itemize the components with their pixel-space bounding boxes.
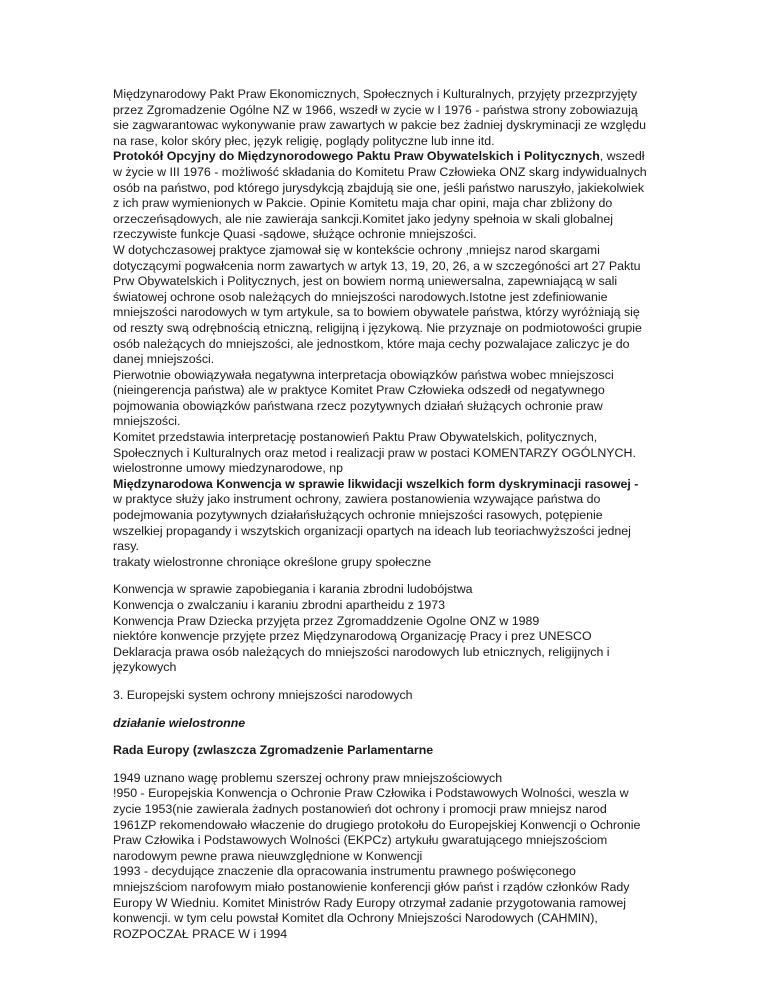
- body-text: Deklaracja prawa osób należących do mniejszości narodowych lub etnicznych, religijnych i: [113, 644, 610, 659]
- body-text: Komitet przedstawia interpretację postanowień Paktu Praw Obywatelskich, politycznych,: [113, 430, 598, 445]
- blank-line: [113, 731, 643, 743]
- body-text: (nieingerencja państwa) ale w praktyce Komitet Praw Człowieka odszedł od negatywnego: [113, 383, 605, 398]
- blank-line: [113, 704, 643, 716]
- body-text: Praw Człowika i Podstawowych Wolności (EKPCz) artykułu gwaratującego mniejszościom: [113, 833, 608, 848]
- blank-line: [113, 570, 643, 582]
- text-line: [113, 927, 643, 943]
- body-text: pojmowania obowiązków państwana rzecz pozytywnych działań służących ochronie praw: [113, 398, 603, 413]
- body-text: sie zagwarantowac wykonywanie praw zawartych w pakcie bez żadniej dyskryminacji ze względu: [113, 118, 647, 133]
- text-line: [113, 629, 643, 645]
- document-page: [113, 87, 647, 942]
- text-line: [113, 430, 643, 446]
- text-line: [113, 305, 643, 321]
- text-line: [113, 414, 643, 430]
- text-line: [113, 352, 643, 368]
- body-text: Prw Obywatelskich i Politycznych, jest on bowiem normą uniewersalna, zapewniającą w sali: [113, 274, 618, 289]
- text-line: [113, 864, 643, 880]
- text-line: [113, 87, 643, 103]
- heading-text: Rada Europy (zwlaszcza Zgromadzenie Parlamentarne: [113, 743, 434, 758]
- text-line: [113, 227, 643, 243]
- text-line: [113, 743, 643, 759]
- text-line: [113, 118, 647, 134]
- text-line: [113, 911, 643, 927]
- text-line: [113, 181, 643, 197]
- text-line: [113, 771, 643, 787]
- text-line: [113, 321, 643, 337]
- heading-text: Międzynarodowa Konwencja w sprawie likwidacji wszelkich form dyskryminacji rasowej -: [113, 476, 639, 491]
- text-line: [113, 196, 643, 212]
- text-line: [113, 880, 643, 896]
- body-text: !950 - Europejskia Konwencja o Ochronie Praw Człowika i Podstawowych Wolności, weszla w: [113, 786, 629, 801]
- text-line: [113, 399, 643, 415]
- body-text: Międzynarodowy Pakt Praw Ekonomicznych, Społecznych i Kulturalnych, przyjęty przezprzyjęty: [113, 87, 638, 101]
- body-text: Europy W Wiedniu. Komitet Ministrów Rady Europy otrzymał zadanie przygotowania ramowej: [113, 895, 627, 910]
- text-line: [113, 660, 643, 676]
- text-line: [113, 243, 643, 259]
- body-text: na rase, kolor skóry płec, język religię, poglądy polityczne lub inne itd.: [113, 133, 495, 148]
- text-line: [113, 598, 643, 614]
- text-line: [113, 716, 643, 732]
- text-line: [113, 149, 643, 165]
- body-text: światowej ochrone osob należących do mniejszości narodowych.Istotne jest zdefiniowanie: [113, 289, 608, 304]
- body-text: konwencji. w tym celu powstał Komitet dla Ochrony Mniejszości Narodowych (CAHMIN),: [113, 911, 598, 926]
- body-text: 1993 - decydujące znaczenie dla opracowania instrumentu prawnego poświęconego: [113, 864, 576, 879]
- body-text: ROZPOCZAŁ PRACE W i 1994: [113, 926, 288, 941]
- body-text: przez Zgromadzenie Ogólne NZ w 1966, wszedł w zycie w I 1976 - państwa strony zobowiazują: [113, 102, 638, 117]
- text-line: [113, 818, 643, 834]
- body-text: mniejszości.: [113, 414, 181, 429]
- body-text: , wszedł: [599, 149, 645, 164]
- text-line: [113, 524, 643, 540]
- body-text: wszelkiej propagandy i wszytskich organizacji opartych na ideach lub teoriachwyższości jednej: [113, 523, 631, 538]
- text-line: [113, 134, 643, 150]
- body-text: w praktyce służy jako instrument ochrony, zawiera postanowienia wzywające państwa do: [113, 492, 601, 507]
- body-text: z ich praw wymienionych w Pakcie. Opinie Komitetu maja char opini, maja char zbliżony do: [113, 196, 613, 211]
- body-text: językowych: [113, 660, 177, 675]
- body-text: niektóre konwencje przyjęte przez Międzynarodową Organizację Pracy i prez UNESCO: [113, 629, 592, 644]
- body-text: w życie w III 1976 - możliwość składania do Komitetu Praw Człowieka ONZ skarg indywidualnych: [113, 164, 647, 179]
- body-text: mniejszściom narofowym miało postanowienie konferencji głów państ i rządów członków Rady: [113, 879, 630, 894]
- text-line: [113, 849, 643, 865]
- text-line: [113, 337, 643, 353]
- text-line: [113, 259, 643, 275]
- text-line: [113, 164, 647, 181]
- text-line: [113, 368, 643, 384]
- text-line: [113, 477, 643, 493]
- body-text: Konwencja w sprawie zapobiegania i karania zbrodni ludobójstwa: [113, 582, 473, 597]
- body-text: W dotychczasowej praktyce zjamował się w kontekście ochrony ,mniejsz narod skargami: [113, 242, 600, 257]
- body-text: Społecznych i Kulturalnych oraz metod i realizacji praw w postaci KOMENTARZY OGÓLNYCH.: [113, 445, 636, 460]
- body-text: Konwencja Praw Dziecka przyjęta przez Zgromaddzenie Ogolne ONZ w 1989: [113, 613, 540, 628]
- text-line: [113, 446, 643, 462]
- body-text: wielostronne umowy miedzynarodowe, np: [113, 461, 344, 476]
- body-text: od reszty swą odrębnością etniczną, religijną i językową. Nie przyznaje on podmiotowości grupie: [113, 320, 642, 335]
- text-line: [113, 833, 643, 849]
- text-line: [113, 274, 643, 290]
- text-line: [113, 555, 643, 571]
- body-text: trakaty wielostronne chroniące określone grupy społeczne: [113, 554, 432, 569]
- text-line: [113, 508, 643, 524]
- text-line: [113, 645, 643, 661]
- body-text: dotyczącymi pogwałcenia norm zawartych w artyk 13, 19, 20, 26, a w szczegóności art 27 Paktu: [113, 258, 641, 273]
- text-line: [113, 383, 643, 399]
- body-text: 3. Europejski system ochrony mniejszości narodowych: [113, 687, 413, 702]
- body-text: Pierwotnie obowiązywała negatywna interpretacja obowiązków państwa wobec mniejszosci: [113, 367, 614, 382]
- heading-text: Protokół Opcyjny do Międzynorodowego Paktu Praw Obywatelskich i Politycznych: [113, 149, 600, 164]
- text-line: [113, 461, 643, 477]
- body-text: podejmowania pozytywnych działańsłużących ochronie mniejszości rasowych, potępienie: [113, 508, 603, 523]
- body-text: osób na państwo, pod którego jurysdykcją zbajdują sie one, jeśli państwo naruszyło, jakiekolwiek: [113, 180, 645, 195]
- body-text: mniejszości narodowych w tym artykule, sa to bowiem obywatele państwa, którzy wyróżniają się: [113, 305, 640, 320]
- text-line: [113, 582, 643, 598]
- body-text: 1961ZP rekomendowało właczenie do drugiego protokołu do Europejskiej Konwencji o Ochronie: [113, 817, 641, 832]
- body-text: danej mniejszości.: [113, 352, 215, 367]
- text-line: [113, 802, 643, 818]
- text-line: [113, 539, 643, 555]
- blank-line: [113, 676, 643, 688]
- text-line: [113, 786, 643, 802]
- text-line: [113, 103, 643, 119]
- text-line: [113, 492, 643, 508]
- heading-text: działanie wielostronne: [113, 715, 246, 730]
- body-text: orzeczeńsądowych, ale nie zawieraja sankcji.Komitet jako jedyny spełnoia w skali globalnej: [113, 211, 614, 226]
- blank-line: [113, 759, 643, 771]
- body-text: rzeczywiste funkcje Quasi -sądowe, służące ochronie mniejszości.: [113, 227, 477, 242]
- body-text: Konwencja o zwalczaniu i karaniu zbrodni apartheidu z 1973: [113, 598, 446, 612]
- text-line: [113, 212, 643, 228]
- body-text: zycie 1953(nie zawierala żadnych postanowień dot ochrony i promocji praw mniejsz narod: [113, 801, 607, 816]
- body-text: narodowym pewne prawa nieuwzględnione w Konwencji: [113, 848, 423, 863]
- text-line: [113, 896, 643, 912]
- body-text: 1949 uznano wagę problemu szerszej ochrony praw mniejszościowych: [113, 770, 503, 785]
- text-line: [113, 688, 643, 704]
- body-text: osób należących do mniejszości, ale jednostkom, które maja cechy pozwalajace zaliczyc je do: [113, 336, 630, 351]
- text-line: [113, 290, 643, 306]
- body-text: rasy.: [113, 539, 139, 554]
- text-line: [113, 614, 643, 630]
